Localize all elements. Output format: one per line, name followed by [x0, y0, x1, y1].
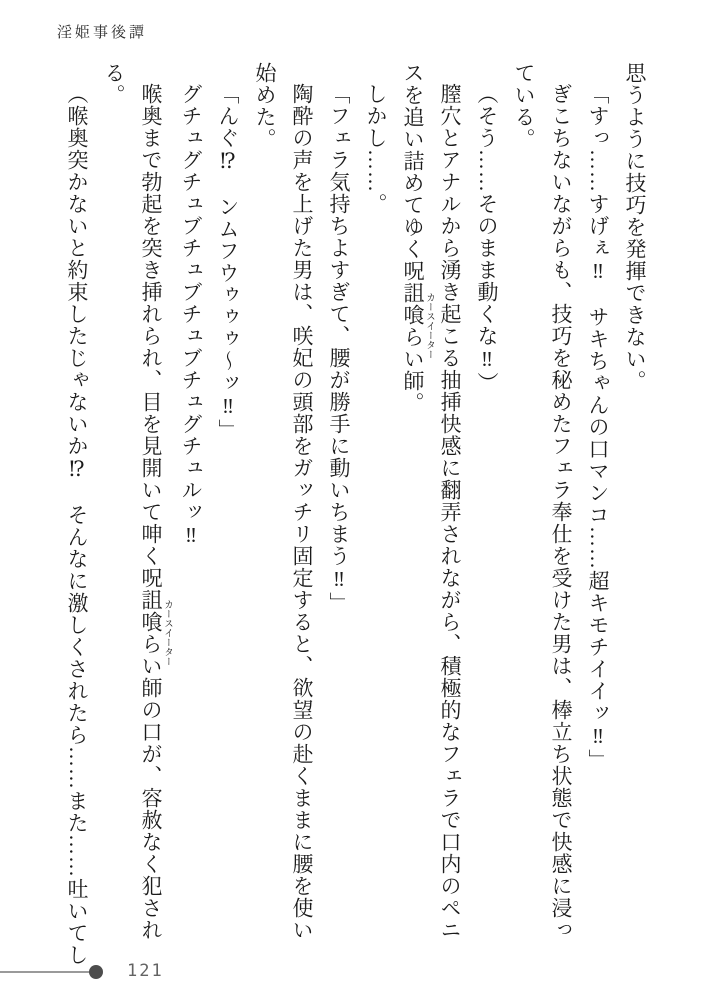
paragraph: グチュグチュブチュブチュブチュグチュルッ‼	[179, 83, 203, 548]
paragraph: （喉奥突かないと約束したじゃないか⁉ そんなに激しくされたら……また……吐いてし	[65, 83, 89, 966]
ruby-annotated-word: 呪詛喰らい師 カースイーター	[139, 567, 172, 699]
paragraph: ぎこちないながらも、技巧を秘めたフェラ奉仕を受けた男は、棒立ち状態で快感に浸っ ている。	[512, 62, 573, 941]
furigana: カースイーター	[162, 567, 172, 699]
ruby-annotated-word: 呪詛喰らい師 カースイーター	[401, 260, 434, 392]
paragraph: 喉奥まで勃起を突き挿れられ、目を見開いて呻く呪詛喰らい師 カースイーターの口が、容赦なく犯され る。	[102, 62, 172, 941]
paragraph: 「フェラ気持ちよすぎて、腰が勝手に動いちまう‼」	[327, 83, 351, 614]
paragraph: 膣穴とアナルから湧き起こる抽挿快感に翻弄されながら、積極的なフェラで口内のペニ スを追い詰めてゆく呪詛喰らい師 カースイーター。	[401, 62, 462, 941]
running-header-title: 淫姫事後譚	[57, 25, 148, 41]
text-block	[58, 62, 653, 972]
furigana: カースイーター	[424, 260, 434, 392]
paragraph: （そう……そのまま動くな‼）	[475, 83, 499, 394]
paragraph: 陶酔の声を上げた男は、咲妃の頭部をガッチリ固定すると、欲望の赴くままに腰を使い 始めた。	[253, 62, 314, 941]
page-number: 121	[127, 961, 164, 981]
paragraph: しかし……。	[364, 83, 388, 215]
footer-bullet-icon	[89, 965, 103, 979]
paragraph: 「すっ……すげぇ‼ サキちゃんの口マンコ……超キモチイイッ‼」	[586, 83, 610, 771]
footer-rule	[0, 971, 90, 973]
paragraph: 「んぐ⁉ ンムフウゥゥゥ〜ッ‼」	[216, 83, 240, 441]
paragraph: 思うように技巧を発揮できない。	[623, 62, 647, 392]
